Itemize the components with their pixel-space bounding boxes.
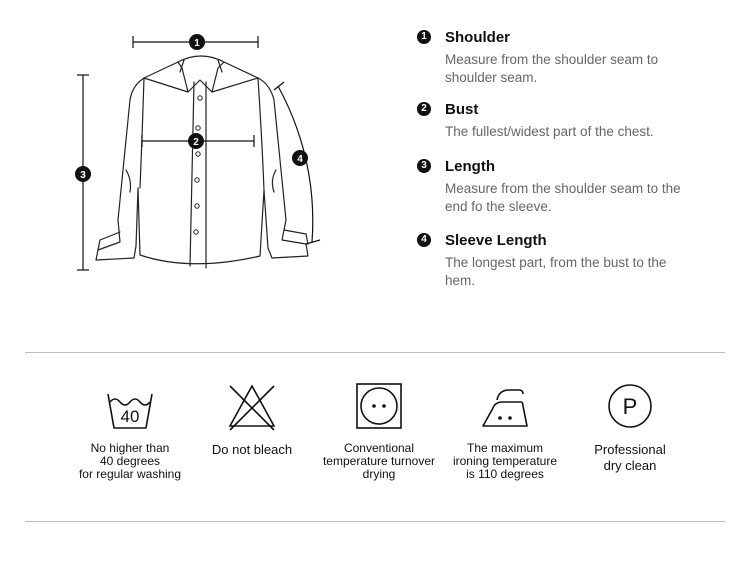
legend-badge: 2 (417, 102, 431, 116)
legend-title: Bust (445, 101, 479, 118)
care-item-wash (65, 380, 195, 481)
no-bleach-icon (226, 380, 278, 432)
legend-description: The longest part, from the bust to the hem. (445, 255, 667, 288)
care-label: No higher than 40 degrees for regular washing (78, 441, 182, 481)
care-item-bleach (187, 380, 317, 458)
wash-40-icon (104, 380, 156, 432)
dry-clean-letter: P (622, 394, 638, 419)
legend-badge: 1 (417, 30, 431, 44)
legend-item-length (415, 157, 685, 216)
measure-badge-1-text: 1 (194, 38, 200, 49)
measure-badge-2 (188, 133, 204, 149)
care-label: Conventional temperature turnover drying (322, 441, 436, 481)
legend-item-shoulder (415, 28, 685, 87)
care-item-dry-clean (565, 380, 695, 474)
legend-title: Sleeve Length (445, 232, 547, 249)
measure-badge-1 (189, 34, 205, 50)
measure-badge-2-text: 2 (193, 137, 199, 148)
care-instructions (0, 380, 750, 500)
legend-item-sleeve-length (415, 231, 685, 290)
iron-icon (479, 380, 531, 432)
measure-badge-3 (75, 166, 91, 182)
care-label: The maximum ironing temperature is 110 degrees (452, 441, 558, 481)
legend-description: The fullest/widest part of the chest. (445, 124, 654, 139)
legend-item-bust (415, 100, 705, 141)
care-item-iron (440, 380, 570, 481)
care-label: Do not bleach (211, 442, 293, 457)
care-label: Professional dry clean (594, 442, 666, 473)
legend-description: Measure from the shoulder seam to shoulder seam. (445, 52, 659, 85)
wash-temperature-text: 40 (120, 407, 140, 426)
legend-title: Shoulder (445, 29, 511, 46)
measure-badge-4-text: 4 (297, 154, 303, 165)
care-item-dry (314, 380, 444, 481)
dry-clean-icon (604, 380, 656, 432)
shirt-diagram (60, 20, 350, 285)
measure-badge-3-text: 3 (80, 170, 86, 181)
top-divider (25, 352, 725, 353)
legend-badge: 3 (417, 159, 431, 173)
tumble-dry-icon (353, 380, 405, 432)
measure-badge-4 (292, 150, 308, 166)
legend-badge: 4 (417, 233, 431, 247)
legend-description: Measure from the shoulder seam to the end fo the sleeve. (445, 181, 681, 214)
bottom-divider (25, 521, 725, 522)
legend-title: Length (445, 158, 495, 175)
